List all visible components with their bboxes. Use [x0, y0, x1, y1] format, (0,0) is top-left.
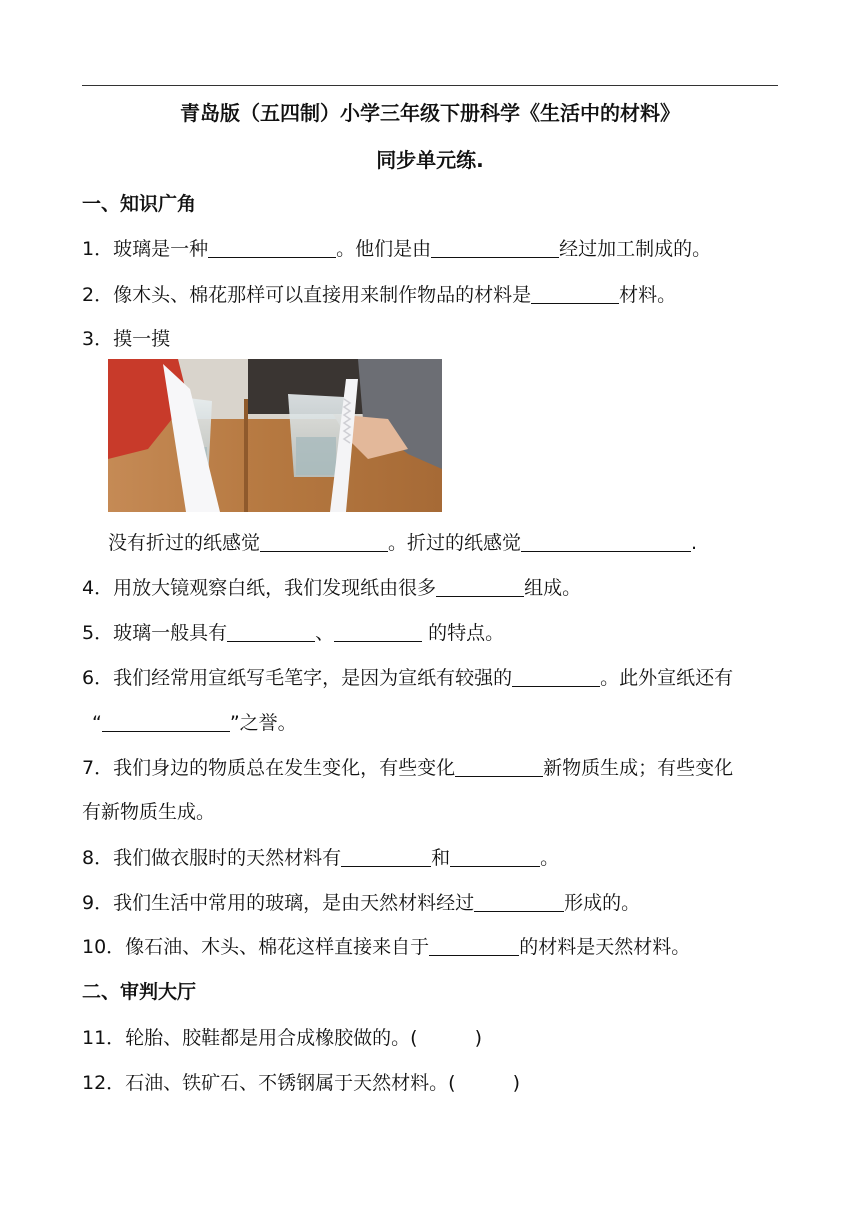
- question-7-continued: 有新物质生成。: [82, 801, 216, 823]
- answer-blank[interactable]: [450, 846, 540, 867]
- photo-illustration: [108, 359, 442, 512]
- question-6-continued: “ ”之誉。: [92, 712, 297, 734]
- answer-blank[interactable]: [102, 711, 230, 732]
- section-heading-knowledge: 一、知识广角: [82, 193, 197, 215]
- question-4: 4．用放大镜观察白纸，我们发现纸由很多 组成。: [82, 577, 582, 599]
- answer-blank[interactable]: [512, 666, 600, 687]
- answer-blank[interactable]: [208, 237, 336, 258]
- header-rule: [82, 85, 778, 86]
- question-7: 7．我们身边的物质总在发生变化，有些变化 新物质生成；有些变化: [82, 757, 734, 779]
- answer-blank[interactable]: [334, 621, 422, 642]
- question-6: 6．我们经常用宣纸写毛笔字，是因为宣纸有较强的 。此外宣纸还有: [82, 667, 734, 689]
- question-9: 9．我们生活中常用的玻璃，是由天然材料经过 形成的。: [82, 892, 641, 914]
- answer-blank[interactable]: [521, 531, 691, 552]
- answer-blank[interactable]: [341, 846, 431, 867]
- answer-blank[interactable]: [260, 531, 388, 552]
- answer-blank[interactable]: [455, 756, 543, 777]
- question-10: 10．像石油、木头、棉花这样直接来自于 的材料是天然材料。: [82, 936, 691, 958]
- question-1: 1．玻璃是一种 。他们是由 经过加工制成的。: [82, 238, 712, 260]
- question-5: 5．玻璃一般具有 、 的特点。: [82, 622, 505, 644]
- answer-blank[interactable]: [227, 621, 315, 642]
- paper-glass-photo: [108, 359, 442, 512]
- question-3-answer: 没有折过的纸感觉 。折过的纸感觉 .: [108, 532, 698, 554]
- question-2: 2．像木头、棉花那样可以直接用来制作物品的材料是 材料。: [82, 284, 677, 306]
- answer-blank[interactable]: [436, 576, 524, 597]
- question-12: 12．石油、铁矿石、不锈钢属于天然材料。( ): [82, 1072, 521, 1094]
- answer-blank[interactable]: [429, 935, 519, 956]
- answer-blank[interactable]: [431, 237, 559, 258]
- answer-blank[interactable]: [531, 283, 619, 304]
- question-11: 11．轮胎、胶鞋都是用合成橡胶做的。( ): [82, 1027, 483, 1049]
- answer-blank[interactable]: [474, 891, 564, 912]
- page-title: 青岛版（五四制）小学三年级下册科学《生活中的材料》: [180, 101, 680, 125]
- section-heading-judgement: 二、审判大厅: [82, 981, 197, 1003]
- page-subtitle: 同步单元练.: [376, 148, 484, 172]
- question-8: 8．我们做衣服时的天然材料有 和 。: [82, 847, 560, 869]
- question-3: 3．摸一摸: [82, 328, 171, 350]
